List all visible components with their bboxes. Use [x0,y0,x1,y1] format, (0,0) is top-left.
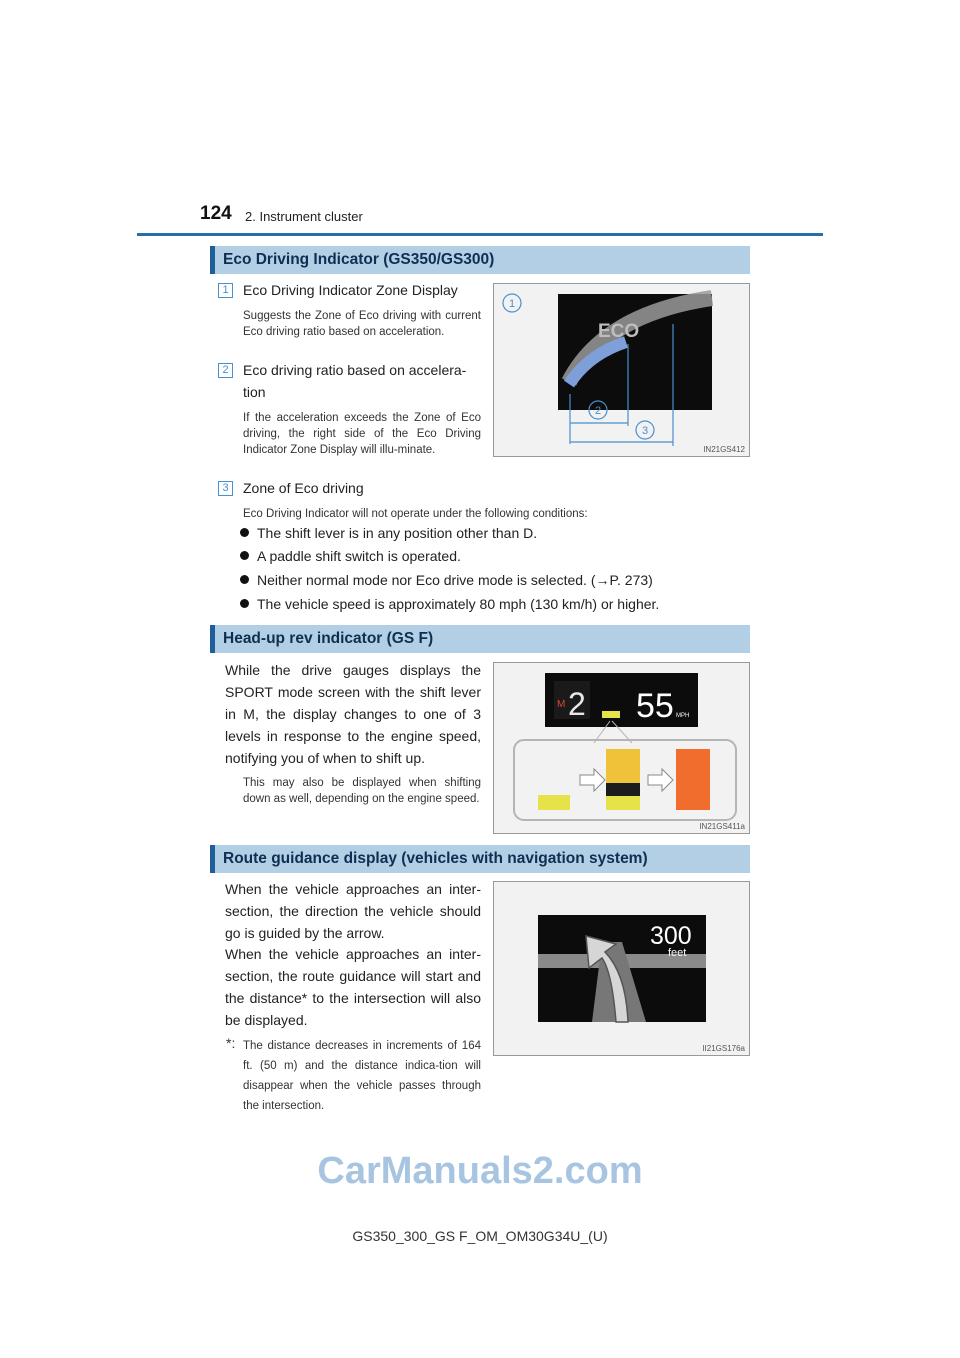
watermark-logo: CarManuals2.com [317,1150,643,1192]
arrow-icon [648,769,673,791]
header-rule [137,233,823,236]
route-footnote: The distance decreases in increments of 164 ft. (50 m) and the distance indica-tion will disappear when the vehicle passes through the intersection. [243,1040,481,1112]
figure-code: IN21GS411a [699,822,745,831]
headup-figure [493,662,750,834]
headup-illustration [494,663,750,834]
gear-label: 2 [568,686,586,722]
route-illustration [494,882,750,1056]
distance-label: 300 [650,922,692,950]
svg-text:2: 2 [594,405,602,417]
chapter-title: 2. Instrument cluster [245,209,363,224]
route-body-1: When the vehicle approaches an inter-section, the direction the vehicle should go is guided by the arrow. [225,881,481,941]
svg-text:1: 1 [508,298,516,310]
bullet-icon [240,599,249,608]
gear-mode-label: M [557,699,566,710]
condition-item: The vehicle speed is approximately 80 mph (130 km/h) or higher. [240,594,659,614]
condition-item: The shift lever is in any position other than D. [240,523,537,543]
bullet-icon [240,575,249,584]
item-title-1: Eco Driving Indicator Zone Display [243,282,458,298]
item-title-3: Zone of Eco driving [243,480,364,496]
speed-label: 55 [636,687,674,725]
section-heading-route: Route guidance display (vehicles with navigation system) [210,845,750,873]
item-number-3: 3 [218,481,233,496]
route-body-2: When the vehicle approaches an inter-section, the route guidance will start and the distance* to the intersection will also be displayed. [225,946,481,1028]
speed-unit-label: MPH [676,713,690,719]
item-title-2b: tion [243,384,266,400]
arrow-icon [580,769,605,791]
rev-level-3 [676,749,710,810]
item-number-2: 2 [218,363,233,378]
bullet-icon [240,528,249,537]
section-heading-eco: Eco Driving Indicator (GS350/GS300) [210,246,750,274]
conditions-intro: Eco Driving Indicator will not operate under the following conditions: [243,508,588,520]
figure-code: IN21GS412 [703,445,745,454]
headup-body: While the drive gauges displays the SPORT mode screen with the shift lever in M, the display changes to one of 3 levels in response to the engine speed, notifying you of when to shift up. [225,662,481,766]
item-desc-1: Suggests the Zone of Eco driving with current Eco driving ratio based on acceleration. [243,310,481,338]
bullet-icon [240,551,249,560]
item-desc-2: If the acceleration exceeds the Zone of Eco driving, the right side of the Eco Driving Indicator Zone Display will illu-minate. [243,412,481,456]
section-heading-headup: Head-up rev indicator (GS F) [210,625,750,653]
route-figure [493,881,750,1056]
headup-note: This may also be displayed when shifting down as well, depending on the engine speed. [243,777,481,805]
distance-unit-label: feet [668,947,687,959]
rev-level-1 [538,795,570,810]
condition-item: A paddle shift switch is operated. [240,546,461,566]
eco-indicator-illustration [494,284,750,457]
condition-item: Neither normal mode nor Eco drive mode is selected. (→P. 273) [240,570,653,590]
figure-code: II21GS176a [702,1044,745,1053]
rev-level-2 [606,749,640,783]
eco-label: ECO [598,321,640,342]
footnote-mark: *: [226,1035,236,1051]
footer-model: GS350_300_GS F_OM_OM30G34U_(U) [352,1228,608,1244]
svg-text:3: 3 [641,425,649,437]
rev-level-small [602,711,620,718]
item-title-2a: Eco driving ratio based on accelera- [243,362,467,378]
page-number: 124 [200,203,232,224]
item-number-1: 1 [218,283,233,298]
eco-indicator-figure [493,283,750,457]
